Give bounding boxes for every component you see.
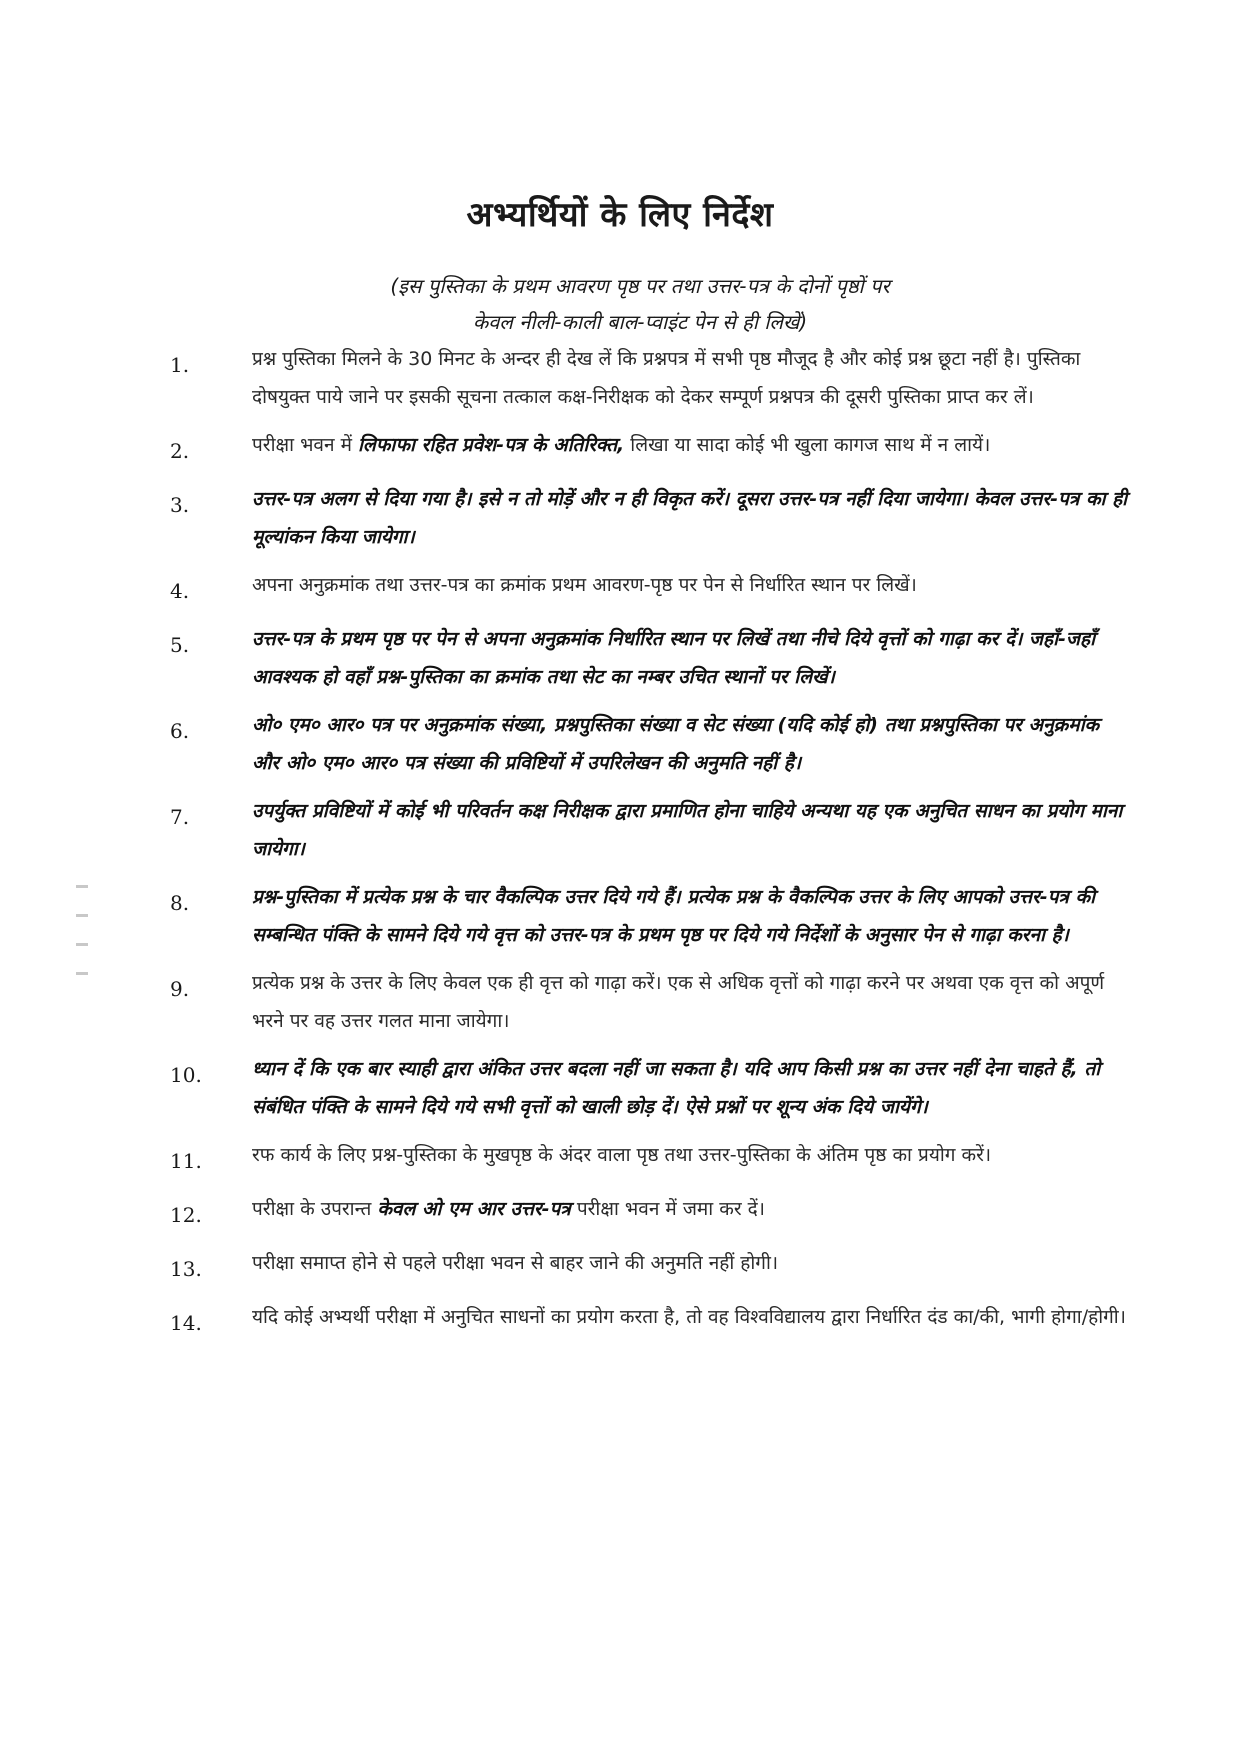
instruction-text: उत्तर-पत्र के प्रथम पृष्ठ पर पेन से अपना अनुक्रमांक निर्धारित स्थान पर लिखें तथा नीचे दिये वृत्तों को गाढ़ा कर दें। जहाँ-जहाँ आवश्यक हो वहाँ प्रश्न-पुस्तिका का क्रमांक तथा सेट का नम्बर उचित स्थानों पर लिखें। <box>252 628 1096 688</box>
instruction-text: रफ कार्य के लिए प्रश्न-पुस्तिका के मुखपृष्ठ के अंदर वाला पृष्ठ तथा उत्तर-पुस्तिका के अंतिम पृष्ठ का प्रयोग करें। <box>252 1144 992 1166</box>
margin-mark <box>76 972 88 975</box>
instruction-text: परीक्षा समाप्त होने से पहले परीक्षा भवन से बाहर जाने की अनुमति नहीं होगी। <box>252 1252 779 1274</box>
instruction-number: 11. <box>170 1149 202 1173</box>
instruction-text-part: लिखा या सादा कोई भी खुला कागज साथ में न लायें। <box>624 434 991 456</box>
margin-mark <box>76 943 88 946</box>
page-subtitle <box>290 268 990 340</box>
instruction-text: उपर्युक्त प्रविष्टियों में कोई भी परिवर्तन कक्ष निरीक्षक द्वारा प्रमाणित होना चाहिये अन्यथा यह एक अनुचित साधन का प्रयोग माना जायेगा। <box>252 800 1123 860</box>
instruction-number: 7. <box>170 805 190 829</box>
instruction-item <box>170 480 1130 556</box>
instruction-number: 4. <box>170 579 190 603</box>
instruction-number: 3. <box>170 493 190 517</box>
instruction-item <box>170 620 1130 696</box>
instruction-text-part: परीक्षा भवन में <box>252 434 358 456</box>
instruction-number: 2. <box>170 439 190 463</box>
instruction-list <box>170 340 1130 1352</box>
instruction-item <box>170 878 1130 954</box>
instruction-item <box>170 792 1130 868</box>
instruction-item <box>170 566 1130 610</box>
instruction-text: प्रश्न-पुस्तिका में प्रत्येक प्रश्न के चार वैकल्पिक उत्तर दिये गये हैं। प्रत्येक प्रश्न के वैकल्पिक उत्तर के लिए आपको उत्तर-पत्र की सम्बन्धित पंक्ति के सामने दिये गये वृत्त को उत्तर-पत्र के प्रथम पृष्ठ पर दिये गये निर्देशों के अनुसार पेन से गाढ़ा करना है। <box>252 886 1096 946</box>
instruction-text: यदि कोई अभ्यर्थी परीक्षा में अनुचित साधनों का प्रयोग करता है, तो वह विश्वविद्यालय द्वारा निर्धारित दंड का/की, भागी होगा/होगी। <box>252 1306 1126 1328</box>
instruction-text-emphasis: लिफाफा रहित प्रवेश-पत्र के अतिरिक्त, <box>357 434 625 456</box>
instruction-item <box>170 1298 1130 1342</box>
instruction-number: 12. <box>170 1203 202 1227</box>
instruction-text-part: परीक्षा के उपरान्त <box>252 1198 378 1220</box>
instruction-text: प्रत्येक प्रश्न के उत्तर के लिए केवल एक ही वृत्त को गाढ़ा करें। एक से अधिक वृत्तों को गाढ़ा करने पर अथवा एक वृत्त को अपूर्ण भरने पर वह उत्तर गलत माना जायेगा। <box>252 972 1105 1032</box>
instruction-text: ध्यान दें कि एक बार स्याही द्वारा अंकित उत्तर बदला नहीं जा सकता है। यदि आप किसी प्रश्न का उत्तर नहीं देना चाहते हैं, तो संबंधित पंक्ति के सामने दिये गये सभी वृत्तों को खाली छोड़ दें। ऐसे प्रश्नों पर शून्य अंक दिये जायेंगे। <box>252 1058 1101 1118</box>
margin-mark <box>76 914 88 917</box>
instruction-item <box>170 340 1130 416</box>
instruction-item <box>170 964 1130 1040</box>
subtitle-line-2: केवल नीली-काली बाल-प्वाइंट पेन से ही लिखें) <box>472 310 808 334</box>
page-title: अभ्यर्थियों के लिए निर्देश <box>466 195 774 235</box>
instruction-item <box>170 1136 1130 1180</box>
instruction-number: 1. <box>170 353 190 377</box>
instruction-number: 6. <box>170 719 190 743</box>
instruction-number: 5. <box>170 633 190 657</box>
instruction-number: 13. <box>170 1257 202 1281</box>
instruction-number: 9. <box>170 977 190 1001</box>
instruction-text-part: परीक्षा भवन में जमा कर दें। <box>570 1198 765 1220</box>
instruction-text <box>252 1190 1130 1228</box>
instruction-item <box>170 706 1130 782</box>
instruction-number: 8. <box>170 891 190 915</box>
instruction-text: ओ० एम० आर० पत्र पर अनुक्रमांक संख्या, प्रश्नपुस्तिका संख्या व सेट संख्या (यदि कोई हो) तथा प्रश्नपुस्तिका पर अनुक्रमांक और ओ० एम० आर० पत्र संख्या की प्रविष्टियों में उपरिलेखन की अनुमति नहीं है। <box>252 714 1100 774</box>
instruction-text <box>252 426 1130 464</box>
instruction-item <box>170 1190 1130 1234</box>
instruction-text: उत्तर-पत्र अलग से दिया गया है। इसे न तो मोड़ें और न ही विकृत करें। दूसरा उत्तर-पत्र नहीं दिया जायेगा। केवल उत्तर-पत्र का ही मूल्यांकन किया जायेगा। <box>252 488 1128 548</box>
instruction-item <box>170 1050 1130 1126</box>
instruction-item <box>170 1244 1130 1288</box>
instruction-text: अपना अनुक्रमांक तथा उत्तर-पत्र का क्रमांक प्रथम आवरण-पृष्ठ पर पेन से निर्धारित स्थान पर लिखें। <box>252 574 917 596</box>
margin-marks <box>76 885 100 975</box>
instruction-item <box>170 426 1130 470</box>
instruction-text: प्रश्न पुस्तिका मिलने के 30 मिनट के अन्दर ही देख लें कि प्रश्नपत्र में सभी पृष्ठ मौजूद है और कोई प्रश्न छूटा नहीं है। पुस्तिका दोषयुक्त पाये जाने पर इसकी सूचना तत्काल कक्ष-निरीक्षक को देकर सम्पूर्ण प्रश्नपत्र की दूसरी पुस्तिका प्राप्त कर लें। <box>252 348 1081 408</box>
margin-mark <box>76 885 88 888</box>
subtitle-line-1: (इस पुस्तिका के प्रथम आवरण पृष्ठ पर तथा उत्तर-पत्र के दोनों पृष्ठों पर <box>390 274 890 298</box>
instruction-number: 10. <box>170 1063 202 1087</box>
instruction-number: 14. <box>170 1311 202 1335</box>
instruction-text-emphasis: केवल ओ एम आर उत्तर-पत्र <box>377 1198 571 1220</box>
